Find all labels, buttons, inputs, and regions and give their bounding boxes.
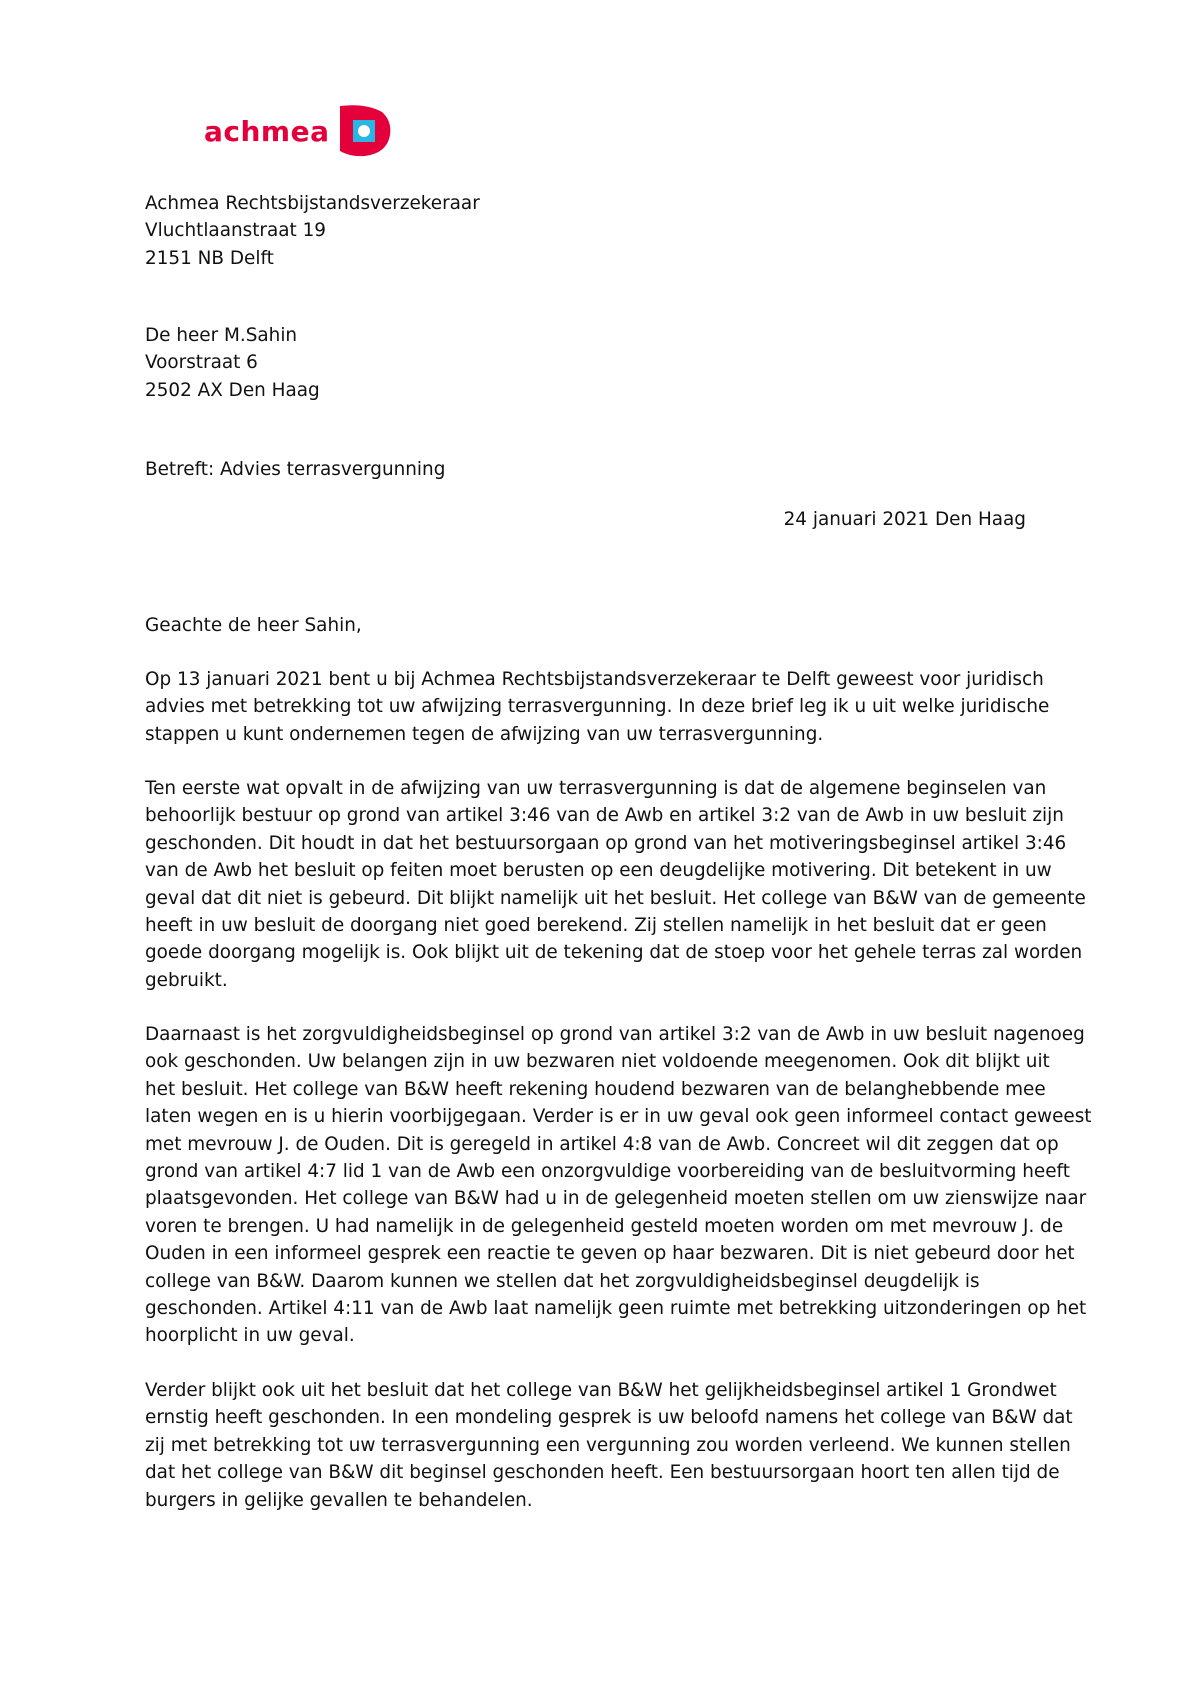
recipient-address <box>145 322 1075 404</box>
paragraph-line: dat het college van B&W dit beginsel geschonden heeft. Een bestuursorgaan hoort ten allen tijd de <box>145 1462 1060 1484</box>
paragraph-line: geschonden. Artikel 4:11 van de Awb laat namelijk geen ruimte met betrekking uitzonderingen op het <box>145 1298 1087 1320</box>
paragraph-line: geschonden. Dit houdt in dat het bestuursorgaan op grond van het motiveringsbeginsel artikel 3:46 <box>145 832 1067 854</box>
paragraph-4 <box>145 1377 1075 1514</box>
achmea-logo-icon <box>336 104 392 158</box>
paragraph-line: advies met betrekking tot uw afwijzing terrasvergunning. In deze brief leg ik u uit welke juridische <box>145 696 1050 718</box>
paragraph-line: hoorplicht in uw geval. <box>145 1325 355 1347</box>
paragraph-line: heeft in uw besluit de doorgang niet goed berekend. Zij stellen namelijk in het besluit dat er geen <box>145 915 1047 937</box>
paragraph-1 <box>145 666 1075 748</box>
paragraph-line: grond van artikel 4:7 lid 1 van de Awb een onzorgvuldige voorbereiding van de besluitvorming heeft <box>145 1161 1070 1183</box>
date-place: 24 januari 2021 Den Haag <box>783 509 1026 530</box>
paragraph-line: zij met betrekking tot uw terrasvergunning een vergunning zou worden verleend. We kunnen stellen <box>145 1434 1071 1456</box>
paragraph-line: Verder blijkt ook uit het besluit dat het college van B&W het gelijkheidsbeginsel artikel 1 Grondwet <box>145 1380 1057 1401</box>
paragraph-line: ernstig heeft geschonden. In een mondeling gesprek is uw beloofd namens het college van B&W dat <box>145 1407 1073 1429</box>
recipient-city: 2502 AX Den Haag <box>145 379 320 401</box>
paragraph-line: college van B&W. Daarom kunnen we stellen dat het zorgvuldigheidsbeginsel deugdelijk is <box>145 1270 980 1292</box>
salutation: Geachte de heer Sahin, <box>145 615 362 636</box>
paragraph-line: Ouden in een informeel gesprek een reactie te geven op haar bezwaren. Dit is niet gebeurd door het <box>145 1243 1075 1265</box>
logo-white-dot <box>358 125 370 137</box>
paragraph-line: plaatsgevonden. Het college van B&W had u in de gelegenheid moeten stellen om uw zienswijze naar <box>145 1188 1087 1210</box>
paragraph-line: geval dat dit niet is gebeurd. Dit blijkt namelijk uit het besluit. Het college van B&W van de gemeente <box>145 887 1086 909</box>
paragraph-line: goede doorgang mogelijk is. Ook blijkt uit de tekening dat de stoep voor het gehele terras zal worden <box>145 942 1083 964</box>
paragraph-line: behoorlijk bestuur op grond van artikel 3:46 van de Awb en artikel 3:2 van de Awb in uw besluit zijn <box>145 805 1064 827</box>
sender-street: Vluchtlaanstraat 19 <box>145 220 326 242</box>
sender-name: Achmea Rechtsbijstandsverzekeraar <box>145 193 480 214</box>
paragraph-line: gebruikt. <box>145 969 228 991</box>
sender-city: 2151 NB Delft <box>145 247 274 269</box>
paragraph-line: het besluit. Het college van B&W heeft rekening houdend bezwaren van de belanghebbende mee <box>145 1078 1046 1100</box>
recipient-street: Voorstraat 6 <box>145 352 258 374</box>
sender-address <box>145 190 1075 272</box>
paragraph-line: ook geschonden. Uw belangen zijn in uw bezwaren niet voldoende meegenomen. Ook dit blijkt uit <box>145 1051 1050 1073</box>
recipient-name: De heer M.Sahin <box>145 325 298 346</box>
paragraph-line: laten wegen en is u hierin voorbijgegaan. Verder is er in uw geval ook geen informeel contact geweest <box>145 1106 1092 1128</box>
achmea-logo <box>204 104 392 158</box>
paragraph-line: Op 13 januari 2021 bent u bij Achmea Rechtsbijstandsverzekeraar te Delft geweest voor juridisch <box>145 669 1044 690</box>
paragraph-3 <box>145 1021 1092 1350</box>
brand-wordmark: achmea <box>204 114 330 148</box>
paragraph-line: Daarnaast is het zorgvuldigheidsbeginsel op grond van artikel 3:2 van de Awb in uw besluit nagenoeg <box>145 1024 1085 1045</box>
subject-line: Betreft: Advies terrasvergunning <box>145 459 446 480</box>
paragraph-line: burgers in gelijke gevallen te behandelen. <box>145 1489 533 1511</box>
paragraph-line: van de Awb het besluit op feiten moet berusten op een deugdelijke motivering. Dit betekent in uw <box>145 860 1052 882</box>
paragraph-line: met mevrouw J. de Ouden. Dit is geregeld in artikel 4:8 van de Awb. Concreet wil dit zeggen dat op <box>145 1133 1059 1155</box>
paragraph-line: voren te brengen. U had namelijk in de gelegenheid gesteld moeten worden om met mevrouw J. de <box>145 1215 1064 1237</box>
paragraph-line: Ten eerste wat opvalt in de afwijzing van uw terrasvergunning is dat de algemene beginselen van <box>145 778 1047 799</box>
paragraph-line: stappen u kunt ondernemen tegen de afwijzing van uw terrasvergunning. <box>145 723 824 745</box>
paragraph-2 <box>145 775 1086 994</box>
